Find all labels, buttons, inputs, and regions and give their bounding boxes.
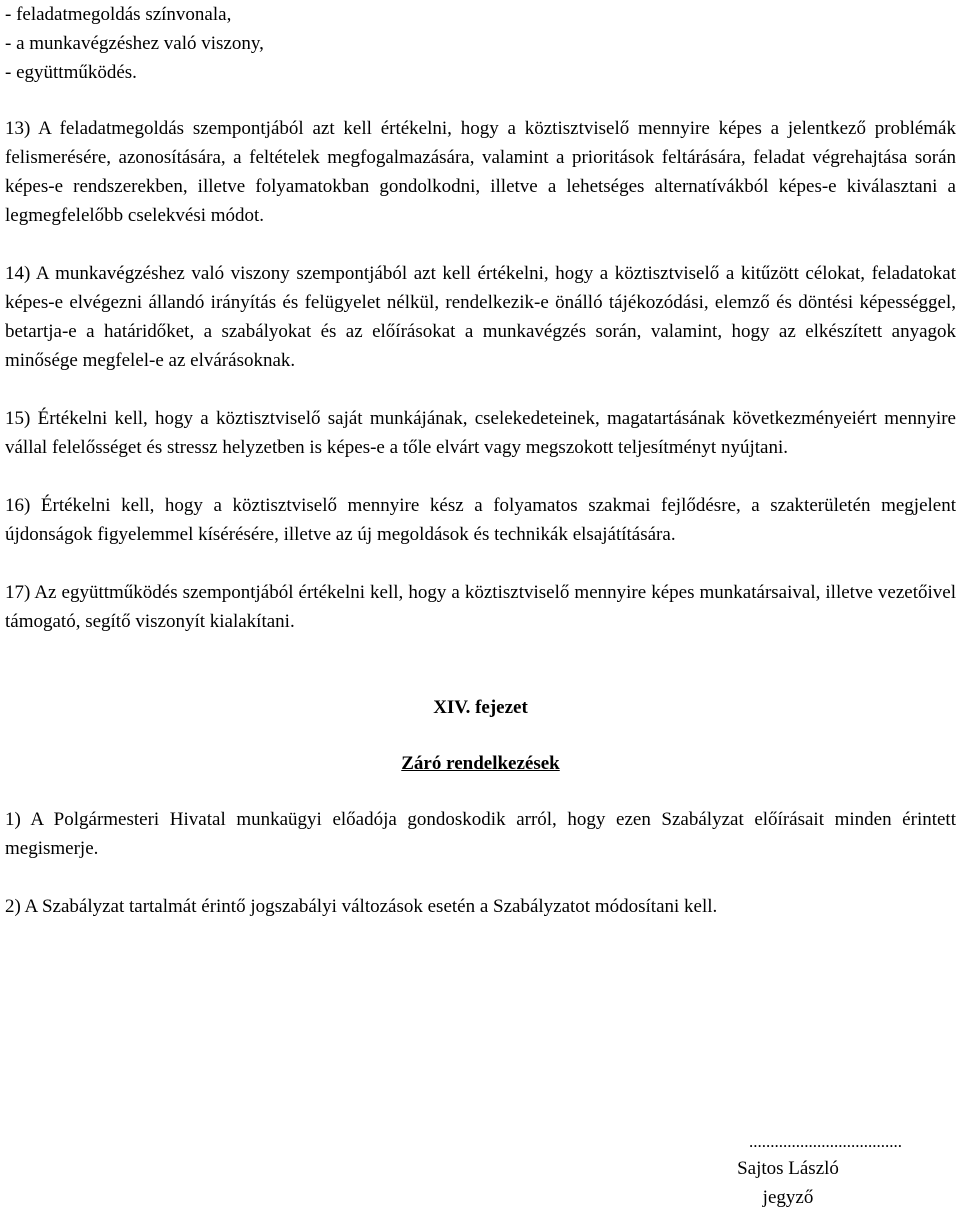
list-item: - a munkavégzéshez való viszony, bbox=[5, 33, 264, 54]
paragraph-13: 13) A feladatmegoldás szempontjából azt kell értékelni, hogy a köztisztviselő mennyire képes a jelentkező problémák felismerésére, azonosítására, a feltételek megfogalmazására, valamint a prioritások feltárására, feladat végrehajtása során képes-e rendszerekben, illetve folyamatokban gondolkodni, illetve a lehetséges alternatívákból képes-e kiválasztani a legmegfelelőbb cselekvési módot. bbox=[5, 118, 956, 226]
paragraph-14: 14) A munkavégzéshez való viszony szempontjából azt kell értékelni, hogy a köztisztviselő a kitűzött célokat, feladatokat képes-e elvégezni állandó irányítás és felügyelet nélkül, rendelkezik-e önálló tájékozódási, elemző és döntési képességgel, betartja-e a határidőket, a szabályokat és az előírásokat a munkavégzés során, valamint, hogy az elkészített anyagok minősége megfelel-e az elvárásoknak. bbox=[5, 263, 956, 371]
paragraph-15: 15) Értékelni kell, hogy a köztisztviselő saját munkájának, cselekedeteinek, magatartásának következményeiért mennyire vállal felelősséget és stressz helyzetben is képes-e a tőle elvárt vagy megszokott teljesítményt nyújtani. bbox=[5, 408, 956, 458]
paragraph-16: 16) Értékelni kell, hogy a köztisztviselő mennyire kész a folyamatos szakmai fejlődésre, a szakterületén megjelent újdonságok figyelemmel kísérésére, illetve az új megoldások és technikák elsajátítására. bbox=[5, 495, 956, 545]
list-item: - feladatmegoldás színvonala, bbox=[5, 4, 232, 25]
signature-line: .................................... bbox=[749, 1132, 902, 1151]
paragraph-17: 17) Az együttműködés szempontjából értékelni kell, hogy a köztisztviselő mennyire képes munkatársaival, illetve vezetőivel támogató, segítő viszonyít kialakítani. bbox=[5, 582, 956, 632]
criteria-list bbox=[5, 0, 956, 87]
closing-paragraph-2: 2) A Szabályzat tartalmát érintő jogszabályi változások esetén a Szabályzatot módosítani kell. bbox=[5, 896, 718, 917]
list-item: - együttműködés. bbox=[5, 62, 137, 83]
chapter-number: XIV. fejezet bbox=[433, 697, 528, 718]
signer-name: Sajtos László bbox=[737, 1158, 839, 1179]
closing-paragraph-1: 1) A Polgármesteri Hivatal munkaügyi előadója gondoskodik arról, hogy ezen Szabályzat előírásait minden érintett megismerje. bbox=[5, 809, 956, 859]
signer-role: jegyző bbox=[762, 1187, 814, 1208]
document-page bbox=[5, 0, 956, 921]
chapter-title: Záró rendelkezések bbox=[401, 753, 560, 774]
signature-block bbox=[668, 1130, 908, 1212]
